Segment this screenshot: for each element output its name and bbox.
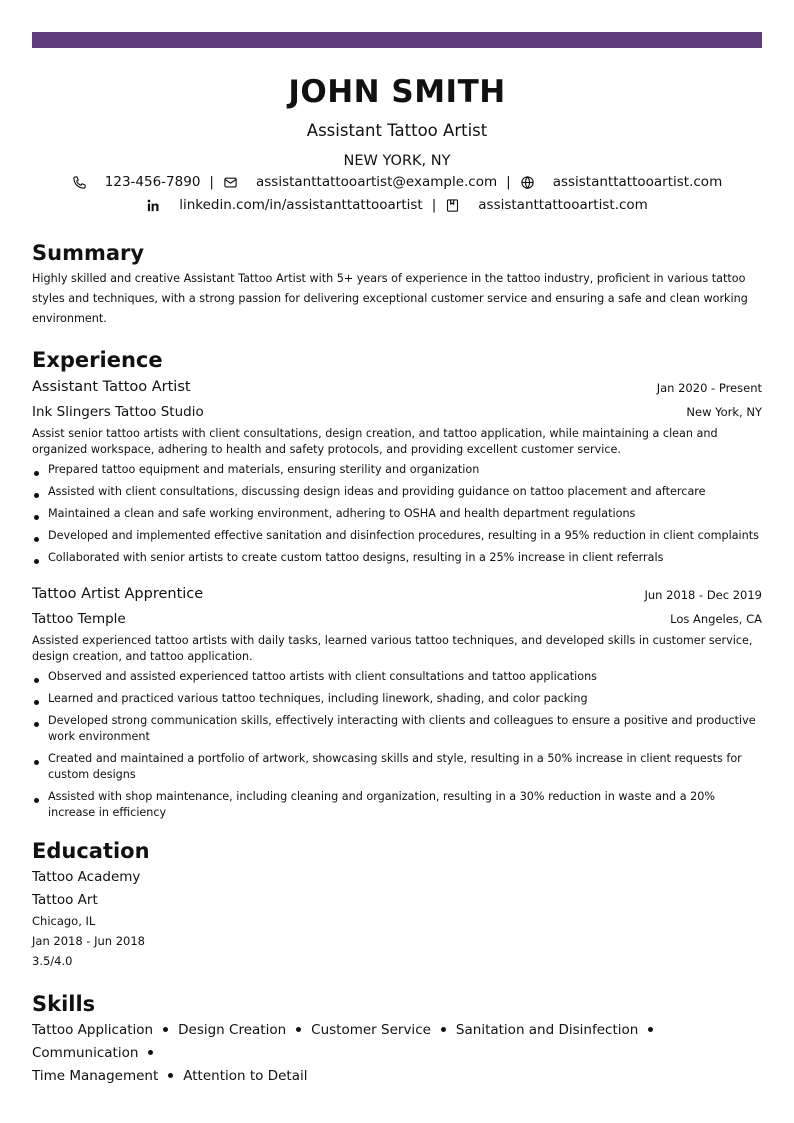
skill-item: Sanitation and Disinfection	[455, 1022, 639, 1038]
skill-item: Design Creation	[178, 1022, 287, 1038]
job-location: New York, NY	[686, 405, 762, 419]
education-location: Chicago, IL	[32, 914, 96, 928]
portfolio-text: assistanttattooartist.com	[478, 197, 648, 213]
skill-item: Communication	[32, 1045, 139, 1061]
email-contact[interactable]	[223, 174, 497, 190]
summary-heading: Summary	[32, 241, 145, 265]
list-item: Maintained a clean and safe working environment, adhering to OSHA and health department regulations	[32, 506, 762, 522]
separator: |	[209, 174, 214, 190]
skills-heading: Skills	[32, 992, 96, 1016]
education-gpa: 3.5/4.0	[32, 954, 73, 968]
phone-contact[interactable]	[72, 174, 201, 190]
list-item: Developed strong communication skills, effectively interacting with clients and colleagues to ensure a positive and productive work environment	[32, 713, 762, 745]
job-location: Los Angeles, CA	[670, 612, 762, 626]
experience-heading: Experience	[32, 348, 163, 372]
envelope-icon	[223, 175, 238, 190]
list-item: Assisted with shop maintenance, including cleaning and organization, resulting in a 30% reduction in waste and a 20% increase in efficiency	[32, 789, 762, 821]
job-title: Tattoo Artist Apprentice	[32, 586, 204, 602]
candidate-location: NEW YORK, NY	[343, 153, 451, 169]
education-dates: Jan 2018 - Jun 2018	[32, 934, 146, 948]
linkedin-contact[interactable]	[146, 197, 423, 213]
job-company: Tattoo Temple	[32, 611, 126, 627]
bullet-dot	[163, 1027, 168, 1032]
job-bullets	[32, 462, 762, 572]
education-program: Tattoo Art	[32, 892, 98, 908]
candidate-title: Assistant Tattoo Artist	[306, 121, 488, 140]
bullet-dot	[648, 1027, 653, 1032]
bullet-dot	[296, 1027, 301, 1032]
list-item: Assisted with client consultations, discussing design ideas and providing guidance on tattoo placement and aftercare	[32, 484, 762, 500]
job-dates: Jun 2018 - Dec 2019	[644, 588, 762, 602]
list-item: Observed and assisted experienced tattoo artists with client consultations and tattoo applications	[32, 669, 762, 685]
job-description: Assisted experienced tattoo artists with daily tasks, learned various tattoo techniques, and developed skills in customer service, design creation, and tattoo application.	[32, 634, 753, 663]
list-item: Developed and implemented effective sanitation and disinfection procedures, resulting in a 95% reduction in client complaints	[32, 528, 762, 544]
linkedin-text: linkedin.com/in/assistanttattooartist	[179, 197, 423, 213]
contact-row-1	[32, 174, 762, 190]
phone-icon	[72, 175, 87, 190]
bullet-dot	[441, 1027, 446, 1032]
website-contact[interactable]	[520, 174, 723, 190]
job-description: Assist senior tattoo artists with client consultations, design creation, and tattoo application, while maintaining a clean and organized workspace, adhering to health and safety protocols, and providing excellent customer service.	[32, 427, 718, 456]
education-heading: Education	[32, 839, 150, 863]
list-item: Created and maintained a portfolio of artwork, showcasing skills and style, resulting in a 50% increase in client requests for custom designs	[32, 751, 762, 783]
skill-item: Tattoo Application	[32, 1022, 154, 1038]
separator: |	[431, 197, 437, 213]
bullet-dot	[168, 1073, 173, 1078]
summary-text: Highly skilled and creative Assistant Tattoo Artist with 5+ years of experience in the tattoo industry, proficient in various tattoo styles and techniques, with a strong passion for delivering exceptional customer service and ensuring a safe and clean working environment.	[32, 272, 748, 325]
skill-item: Attention to Detail	[183, 1068, 308, 1084]
email-text: assistanttattooartist@example.com	[255, 174, 498, 190]
bullet-dot	[148, 1050, 153, 1055]
portfolio-icon	[445, 198, 460, 213]
accent-bar	[32, 32, 762, 48]
list-item: Collaborated with senior artists to create custom tattoo designs, resulting in a 25% increase in client referrals	[32, 550, 762, 566]
job-bullets	[32, 669, 762, 827]
list-item: Learned and practiced various tattoo techniques, including linework, shading, and color packing	[32, 691, 762, 707]
phone-text: 123-456-7890	[104, 174, 201, 190]
portfolio-contact[interactable]	[445, 197, 648, 213]
linkedin-icon	[146, 198, 161, 213]
globe-icon	[520, 175, 535, 190]
website-text: assistanttattooartist.com	[552, 174, 723, 190]
candidate-name: JOHN SMITH	[288, 74, 506, 110]
job-dates: Jan 2020 - Present	[656, 381, 762, 395]
separator: |	[506, 174, 511, 190]
job-company: Ink Slingers Tattoo Studio	[32, 404, 204, 420]
education-school: Tattoo Academy	[32, 869, 141, 885]
list-item: Prepared tattoo equipment and materials, ensuring sterility and organization	[32, 462, 762, 478]
skill-item: Time Management	[32, 1068, 159, 1084]
skill-item: Customer Service	[311, 1022, 431, 1038]
contact-row-2	[32, 197, 762, 213]
skills-list	[32, 1019, 762, 1088]
job-title: Assistant Tattoo Artist	[32, 379, 191, 395]
